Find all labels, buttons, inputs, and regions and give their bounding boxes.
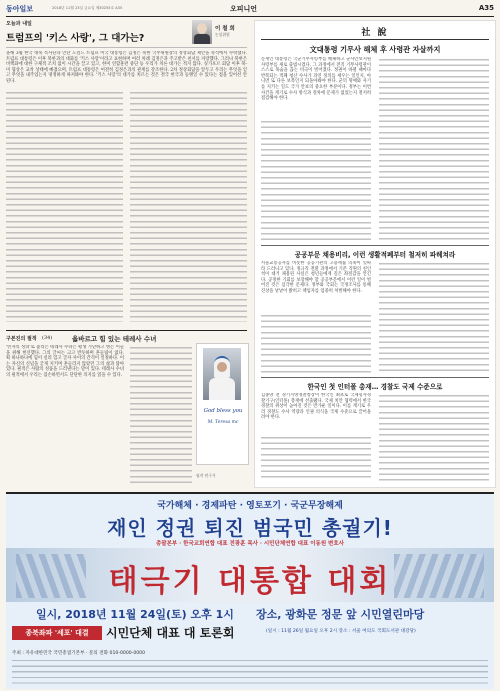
ad-slogan-2: 경제파탄	[201, 501, 237, 511]
editorial-body-2-col2	[379, 261, 489, 373]
editorial-body-2: 서울교통공사를 비롯한 공공기관의 고용세습 의혹이 잇따라 드러나고 있다. 정규직 전환 과정에서 기존 직원의 친인척이 대거 채용된 사실은 청년들에게 깊은 좌절감을 안긴다. 공정한 기회를 보장해야 할 공공부문에서 이런 일이 벌어진 것은 심각한 문제다. 정부와 국회는 국정조사를 통해 진상을 낱낱이 밝히고 책임자를 엄중히 처벌해야 한다.	[261, 261, 371, 294]
photo-signature: M. Teresa mc	[207, 420, 239, 425]
editorial-body-3-continued	[261, 435, 371, 481]
editorial-heading: 社 說	[361, 28, 389, 38]
column-body-continued-2	[130, 90, 247, 322]
editorial-headline-2: 공공부문 채용비리, 이런 생활적폐부터 철저히 파헤쳐라	[294, 251, 456, 259]
ad-place: 장소, 광화문 정문 앞 시민열린마당	[256, 608, 425, 621]
ad-forum-title: 시민단체 대표 대 토론회	[106, 626, 235, 640]
column-byline: 이 철 희	[215, 26, 235, 32]
column-body-continued	[6, 90, 123, 322]
date-line: 2018년 11월 23일 금요일 제30255호 A35	[52, 6, 123, 10]
ad-sponsors: 총괄본부 · 한국교회연합 대표 전광훈 목사 · 시민단체연합 대표 이동원 변호사	[155, 541, 345, 547]
essay-title: 옳바르고 힘 있는 테레사 수녀	[72, 335, 157, 343]
teresa-photo	[196, 343, 249, 465]
editorial-body-1: 문재인 대통령은 국군기무사령부를 해체하고 군사안보지원사령부를 새로 출범시켰다. 그 과정에서 전직 기무사령관이 스스로 목숨을 끊는 비극이 벌어졌다. 정권이 바뀔 때마다 반복되는 적폐 청산 수사가 과연 정의를 세우는 일인지, 아니면 또 다른 보복인지 되돌아봐야 한다. 군의 명예와 사기를 지키는 일도 국가 안보의 중요한 부분이다. 정부는 이번 사건을 계기로 수사 방식과 절차에 문제가 없었는지 철저히 점검해야 한다.	[261, 57, 371, 102]
author-photo	[192, 20, 212, 44]
section-title: 오피니언	[230, 5, 258, 13]
editorial-section	[254, 20, 496, 488]
essay-body-continued	[130, 345, 192, 485]
ad-forum-info: (일시 : 11월 26일 월요일 오후 2시 장소 : 서울 여의도 국회도서관 대강당)	[266, 629, 416, 634]
column-body: 올해 3월 한국 대북 특사단과 만난 도널드 트럼프 미국 대통령은 김정은 북한 국무위원장의 정상회담 제안을 즉석에서 수락했다. 트럼프 대통령은 이후 북한과의 대화를 '키스 사랑'이라고 표현하며 여러 차례 김정은과 주고받은 친서를 자랑했다. 그러나 북한은 비핵화에 대한 구체적 조치 없이 시간을 끌고 있고, 한미 연합훈련 중단 등 우리가 치른 대가는 적지 않다. 싱가포르 회담 이후 북-미 협상은 교착 상태에 빠졌으며, 트럼프 대통령은 여전히 김정은과의 관계를 강조한다. 2차 정상회담을 앞두고 우리는 무엇을 얻고 무엇을 내주었는지 냉정하게 따져봐야 한다. '키스 사랑'의 대가를 치르는 것은 결국 한국과 동맹일 수 있다는 점을 잊어선 안 된다.	[6, 51, 247, 84]
ad-slogan-4: 국군무장해제	[290, 501, 343, 511]
ad-slogan-3: 영토포기	[246, 501, 281, 511]
essay-section	[6, 330, 247, 491]
column-byline-role: 논설위원	[215, 32, 230, 37]
masthead	[6, 4, 494, 17]
editorial-body-2-continued	[261, 313, 371, 373]
column-title: 트럼프의 '키스 사랑', 그 대가는?	[6, 33, 145, 44]
ad-forum-tag: 종북좌파 '세포' 대결	[12, 626, 102, 640]
ad-headline: 재인 정권 퇴진 범국민 총궐기!	[107, 516, 393, 540]
editorial-body-1-continued	[261, 119, 371, 241]
ad-slogans: 국가해체 · 경제파탄 · 영토포기 · 국군무장해제	[157, 501, 343, 511]
editorial-body-3-col2	[379, 393, 489, 481]
editorial-headline-1: 文대통령 기무사 해체 후 사령관 자살까지	[309, 45, 441, 54]
ad-footer-lines	[12, 658, 488, 684]
editorial-body-1-col2	[379, 57, 489, 241]
ad-slogan-1: 국가해체	[157, 501, 192, 511]
page-number: A35	[478, 4, 494, 12]
editorial-body-3: 김종양 전 경기지방경찰청장이 한국인 최초로 국제형사경찰기구(인터폴) 총재에 선출됐다. 국제 치안 협력에서 한국 경찰의 위상이 높아진 것은 반가운 일이다. 이를 계기로 우리 경찰도 수사 역량과 인권 의식을 국제 수준으로 끌어올려야 한다.	[261, 393, 371, 421]
editorial-headline-3: 한국인 첫 인터폴 총재… 경찰도 국제 수준으로	[307, 383, 443, 391]
essay-author: 필적 연구가	[196, 473, 216, 478]
essay-number: (34)	[42, 335, 53, 341]
column-section	[6, 20, 247, 326]
ad-date: 일시, 2018년 11월 24일(토) 오후 1시	[36, 608, 234, 621]
essay-body: '빈자의 성녀'로 불리는 테레사 수녀는 평생 가난하고 병든 이들을 위해 헌신했다. 그의 글씨는 크고 반듯하며 흔들림이 없다. 획 하나하나에 힘이 실려 있고 글자 사이의 간격이 일정하다. 이는 자신의 신념을 굳게 지키며 흔들리지 않았던 그의 삶과 닮아 있다. 필적은 사람의 성품을 드러낸다는 말이 있다. 테레사 수녀의 필적에서 우리는 겸손하면서도 단단한 의지를 읽을 수 있다.	[6, 345, 124, 378]
essay-label: 구본진의 필적	[6, 336, 37, 342]
ad-footer: 주최 : 자유대한민국 국민총궐기본부 · 문의 전화 010-0000-0000	[12, 651, 146, 656]
advertisement	[6, 492, 494, 689]
photo-caption: God bless you	[203, 408, 243, 414]
column-label: 오늘과 내일	[6, 21, 32, 27]
paper-name: 동아일보	[6, 5, 34, 13]
ad-banner-title: 태극기 대통합 대회	[108, 564, 392, 599]
ad-banner	[6, 548, 494, 602]
